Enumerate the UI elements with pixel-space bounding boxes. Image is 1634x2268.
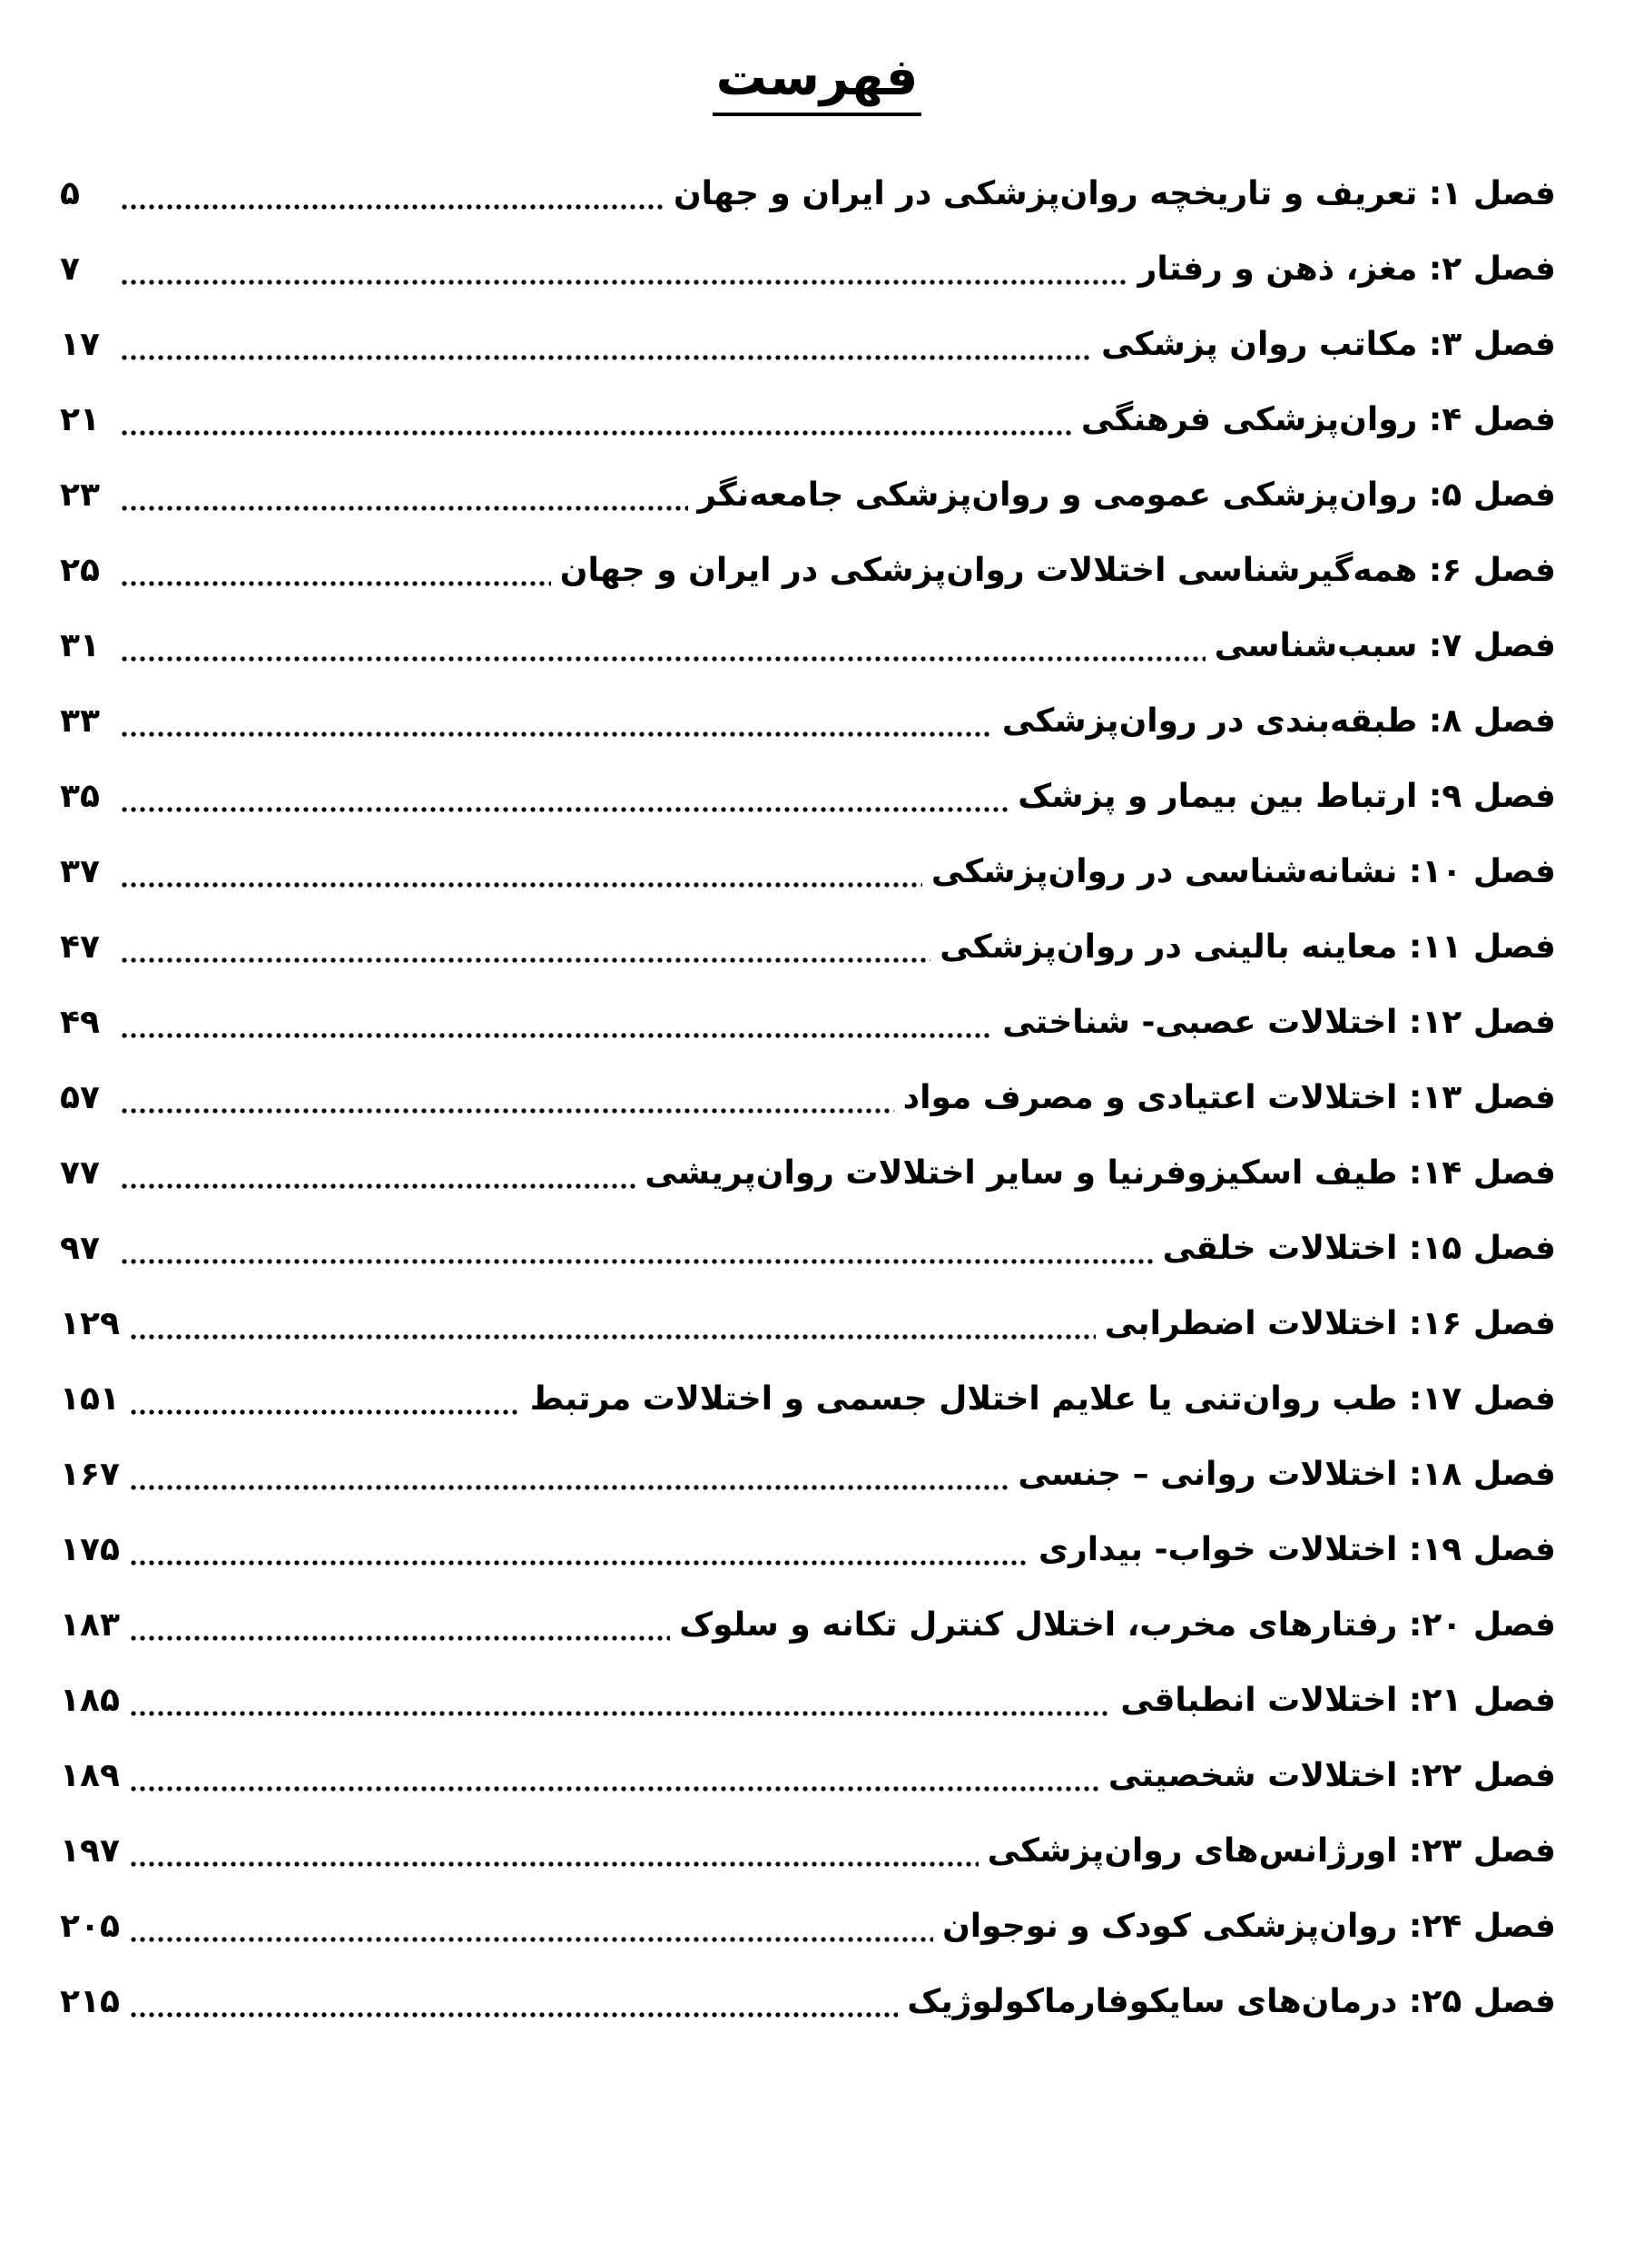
toc-entry-leader-dots [129,1483,1009,1492]
toc-entry [60,1135,1556,1211]
toc-entry-page-number: ۹۷ [60,1230,100,1267]
toc-entry-label: فصل ۲۴: روان‌پزشکی کودک و نوجوان [942,1908,1556,1945]
toc-entry-page-number: ۱۸۳ [60,1606,120,1644]
toc-entry-page-number: ۲۵ [60,552,100,589]
toc-entry-leader-dots [129,1408,521,1417]
toc-entry [60,1813,1556,1889]
toc-entry-leader-dots [120,579,551,588]
toc-entry-leader-dots [120,504,688,513]
toc-entry-label: فصل ۱۹: اختلالات خواب- بیداری [1038,1531,1556,1568]
toc-entry-label: فصل ۸: طبقه‌بندی در روان‌پزشکی [1001,702,1556,740]
toc-entry [60,1361,1556,1437]
toc-entry [60,759,1556,834]
toc-entry-label: فصل ۵: روان‌پزشکی عمومی و روان‌پزشکی جامعه‌نگر [697,476,1556,514]
toc-entry [60,608,1556,683]
toc-entry [60,909,1556,985]
toc-entry [60,834,1556,909]
toc-entry-leader-dots [129,1860,979,1869]
toc-entry-page-number: ۵ [60,175,80,212]
page-title-text: فهرست [713,45,922,116]
toc-entry-page-number: ۷۷ [60,1154,100,1192]
toc-entry [60,1587,1556,1663]
toc-entry-label: فصل ۱۴: طیف اسکیزوفرنیا و سایر اختلالات روان‌پریشی [645,1154,1556,1192]
toc-entry [60,156,1556,231]
toc-entry-page-number: ۴۹ [60,1004,100,1041]
toc-entry-page-number: ۷ [60,250,80,288]
toc-entry [60,307,1556,382]
toc-entry-label: فصل ۲۵: درمان‌های سایکوفارماکولوژیک [907,1983,1556,2020]
toc-entry-page-number: ۳۷ [60,853,100,890]
toc-entry [60,533,1556,608]
toc-entry-leader-dots [129,1935,933,1944]
toc-entry-label: فصل ۴: روان‌پزشکی فرهنگی [1081,401,1556,438]
toc-entry-leader-dots [129,1634,670,1643]
toc-entry [60,1211,1556,1286]
toc-entry-leader-dots [129,2010,898,2019]
toc-entry [60,985,1556,1060]
toc-entry-leader-dots [120,805,1009,814]
toc-entry-leader-dots [129,1709,1112,1718]
toc-entry-leader-dots [120,353,1092,362]
toc-entry-leader-dots [129,1332,1096,1341]
toc-entry-label: فصل ۱۷: طب روان‌تنی یا علایم اختلال جسمی و اختلالات مرتبط [529,1380,1556,1418]
toc-entry-page-number: ۱۵۱ [60,1380,120,1418]
toc-entry [60,457,1556,533]
toc-entry-label: فصل ۲۱: اختلالات انطباقی [1120,1682,1556,1719]
toc-entry [60,1437,1556,1512]
toc-entry-label: فصل ۱۱: معاینه بالینی در روان‌پزشکی [940,928,1556,966]
toc-entry-page-number: ۱۷ [60,326,100,363]
toc-entry-page-number: ۳۵ [60,778,100,815]
toc-entry-label: فصل ۷: سبب‌شناسی [1214,627,1556,664]
toc-entry-leader-dots [120,1257,1154,1266]
toc-entry-leader-dots [120,956,930,965]
toc-entry-page-number: ۱۶۷ [60,1456,120,1493]
toc-entry-label: فصل ۶: همه‌گیرشناسی اختلالات روان‌پزشکی در ایران و جهان [559,552,1556,589]
toc-entry-leader-dots [120,1031,993,1040]
toc-entry-label: فصل ۱۲: اختلالات عصبی- شناختی [1002,1004,1556,1041]
toc-entry-page-number: ۳۱ [60,627,100,664]
toc-entry [60,683,1556,759]
toc-entry-label: فصل ۲۰: رفتارهای مخرب، اختلال کنترل تکانه و سلوک [679,1606,1556,1644]
toc-entry-page-number: ۲۰۵ [60,1908,120,1945]
toc-entry-label: فصل ۱۶: اختلالات اضطرابی [1104,1305,1556,1342]
toc-entry-label: فصل ۱: تعریف و تاریخچه روان‌پزشکی در ایران و جهان [673,175,1556,212]
toc-entry-leader-dots [129,1784,1099,1793]
toc-entry-label: فصل ۲۲: اختلالات شخصیتی [1107,1757,1556,1794]
toc-entry-page-number: ۲۱ [60,401,100,438]
toc-entry-leader-dots [120,1182,635,1191]
toc-entry-leader-dots [120,880,922,889]
toc-entry [60,1889,1556,1964]
toc-entry [60,1286,1556,1361]
toc-entry-leader-dots [120,428,1072,437]
toc-entry-page-number: ۱۹۷ [60,1832,120,1870]
toc-entry-label: فصل ۲: مغز، ذهن و رفتار [1137,250,1556,288]
toc-entry-page-number: ۱۷۵ [60,1531,120,1568]
toc-entry-page-number: ۲۳ [60,476,100,514]
table-of-contents [60,156,1556,2039]
toc-entry-leader-dots [120,278,1129,287]
toc-entry-page-number: ۵۷ [60,1079,100,1116]
toc-entry-leader-dots [120,730,993,739]
toc-entry-label: فصل ۹: ارتباط بین بیمار و پزشک [1018,778,1556,815]
toc-entry-leader-dots [129,1558,1029,1567]
toc-entry-label: فصل ۱۳: اختلالات اعتیادی و مصرف مواد [902,1079,1556,1116]
toc-entry-page-number: ۱۲۹ [60,1305,120,1342]
toc-entry-leader-dots [120,1106,894,1115]
toc-entry [60,1663,1556,1738]
toc-entry-page-number: ۴۷ [60,928,100,966]
toc-entry-label: فصل ۳: مکاتب روان پزشکی [1101,326,1556,363]
page-title [0,42,1634,116]
toc-entry [60,231,1556,307]
toc-entry-page-number: ۳۳ [60,702,100,740]
toc-entry-label: فصل ۱۰: نشانه‌شناسی در روان‌پزشکی [930,853,1556,890]
toc-entry-leader-dots [120,654,1206,663]
toc-entry-leader-dots [120,202,664,211]
toc-entry [60,382,1556,457]
toc-entry-page-number: ۱۸۹ [60,1757,120,1794]
toc-entry [60,1512,1556,1587]
toc-entry [60,1964,1556,2039]
toc-entry [60,1738,1556,1813]
toc-entry-label: فصل ۱۸: اختلالات روانی – جنسی [1018,1456,1556,1493]
toc-entry-label: فصل ۱۵: اختلالات خلقی [1162,1230,1556,1267]
toc-entry-page-number: ۱۸۵ [60,1682,120,1719]
toc-entry-label: فصل ۲۳: اورژانس‌های روان‌پزشکی [987,1832,1556,1870]
toc-entry-page-number: ۲۱۵ [60,1983,120,2020]
toc-entry [60,1060,1556,1135]
